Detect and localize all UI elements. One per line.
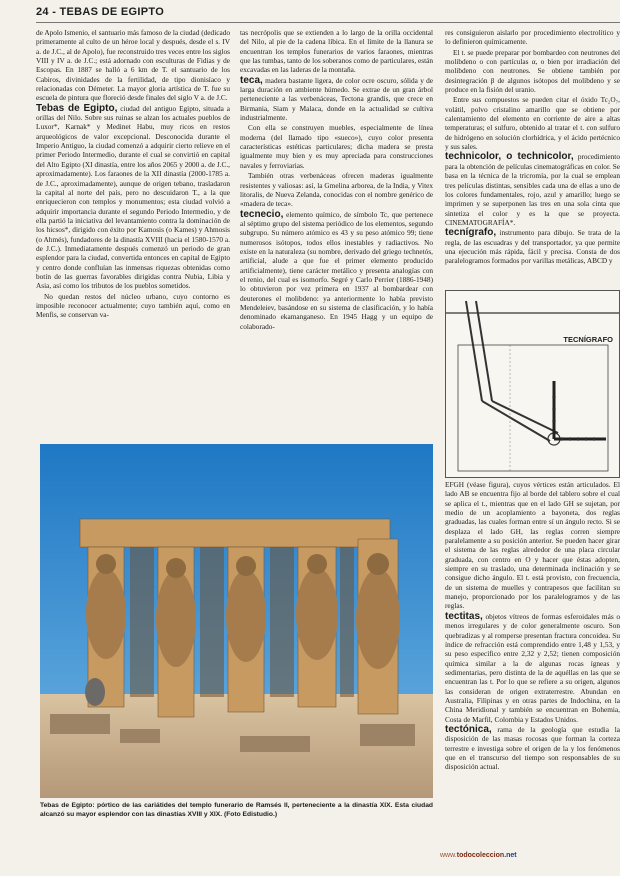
head-title: TEBAS DE EGIPTO (59, 6, 165, 18)
photo-caption: Tebas de Egipto: pórtico de las cariátides del templo funerario de Ramsés II, perteneciente a la dinastía XIX. Esta ciudad alcanzó su mayor esplendor con las dinastías XVIII y XIX. (Foto Edistudio.) (40, 802, 433, 818)
head-separator: - (52, 6, 60, 18)
headword: tecnígrafo, (445, 227, 497, 239)
watermark-prefix: www. (440, 852, 457, 859)
page-number: 24 (36, 6, 49, 18)
entry-text: instrumento para dibujo. Se trata de la regla, de las escuadras y del transportador, ya que permite una ejecución más rápida, fácil y precisa. Consta de dos paralelogramos formados por varillas metálicas, ABCD y (445, 228, 620, 266)
paragraph: El t. se puede preparar por bombardeo con neutrones del molibdeno o con partículas α, o bien por irradiación del molibdeno con neutrones. Se obtiene también por desintegración β de algunos isótopos del molibdeno y se produce en la fisión del uranio. (445, 47, 620, 95)
paragraph: Entre sus compuestos se pueden citar el óxido Tc₂O₇, volátil, polvo cristalino amarillo que se obtiene por calentamiento del elemento en corriente de aire a altas temperaturas; el sulfuro, obtenido al tratar el t. con sulfuro de hidrógeno en solución clorhídrica, y el ácido pertécnico y sus sales. (445, 95, 620, 152)
entry-tectitas (445, 612, 620, 724)
entry-text: ciudad del antiguo Egipto, situada a orillas del Nilo. Sobre sus ruinas se alzan los actuales pueblos de Luxor*, Karnak* y Medinet Habu, muy ricos en restos arqueológicos de valor excepcional. Desconocida durante el Imperio Antiguo, la ciudad comenzó a adquirir cierto relieve en el primer Periodo Intermedio, durante el cual se convirtió en capital del Alto Egipto (XI dinastía, entre los años 2065 y 2000 a. de J.C., aproximadamente). Los faraones de la XII dinastía (2000-1785 a. de J.C., aproximadamente), aunque de origen tebano, trasladaron la capital al norte del país, pero no descuidaron T., a la que enriquecieron con templos y monumentos; esta ciudad volvió a adquirir importancia durante el segundo Periodo Intermedio, y de ella partió la iniciativa del levantamiento contra la dominación de los hicsos*, dirigido con éxito por Kamosis (o Kames) y Ahmosis (o Ahmés), fundadores de la dinastía XVIII (hacia el 1580-1570 a. de J.C.). Inmediatamente después comenzó un periodo de gran esplendor para la ciudad, convertida entonces en capital de Egipto y centro donde confluían las inmensas riquezas obtenidas como botín de las guerras favorables dirigidas contra Nubia, Libia y Asia, así como los tributos de los pueblos sometidos. (36, 103, 230, 291)
headword: tectónica, (445, 723, 492, 735)
entry-text: objetos vítreos de formas esferoidales más o menos irregulares y de color generalmente oscuro. Son quebradizas y al romperse presentan fractura concoidea. Su índice de refracción está comprendido entre 1,48 y 1,53, y su peso específico entre 2,32 y 2,52; tienen composición química similar a la de algunas rocas ígneas y sedimentarias, pero distinta de la de aquéllas en las que se encuentran las t. Por lo que se refiere a su origen, algunos las consideran de origen extraterrestre. Abundan en Australia, Filipinas y en otras partes de Indochina, en la China Meridional y también se encuentran en Bohemia, Costa de Marfil, Colombia y Estados Unidos. (445, 611, 620, 724)
paragraph: También otras verbenáceas ofrecen maderas igualmente resistentes y valiosas: así, la Gmelina arborea, de la India, y Vitex litoralis, de Nueva Zelanda, conocidas con el nombre genérico de «madera de teca». (240, 171, 433, 209)
entry-text: procedimiento para la obtención de películas cinematográficas en color. Se basa en la técnica de la tricromía, por la cual se emplean tres películas distintas, sensibles cada una de ellas a uno de los colores fundamentales, rojo, azul y amarillo; luego se imprimen y se superponen las tres en una sola cinta que sintetiza el color y es la que se proyecta. CINEMATOGRAFÍA*. (445, 152, 620, 227)
watermark-name: todocoleccion (456, 852, 505, 859)
entry-text: madera bastante ligera, de color ocre oscuro, sólida y de larga duración en ambiente húmedo. Se extrae de un gran árbol perteneciente a las verbenáceas, Tectona grandis, que crece en Birmania, Siam y Malaca, donde en la actualidad se cultiva industrialmente. (240, 75, 433, 123)
tecnigrafo-figure (445, 290, 620, 478)
figure-title: TECNÍGRAFO (563, 335, 613, 344)
ramesseum-illustration (40, 444, 433, 798)
paragraph: EFGH (véase figura), cuyos vértices están articulados. El lado AB se encuentra fijo al borde del tablero sobre el cual se aplica el t., mientras que en el lado GH se sujetan, por medio de un acoplamiento a bayoneta, dos reglas graduadas, las cuales forman entre sí un ángulo recto. Si se desplaza el lado GH, las reglas corren siempre paralelamente a su posición anterior. Se pueden hacer girar el sistema de las reglas alrededor de una placa circular graduada, con centro en O y hacer que éstas adopten, siempre en su traslado, una determinada inclinación y se consigue dicho ángulo. El t. está provisto, con frecuencia, de un sistema de muelles y contrapesos que facilitan su manejo, proporcionado por los paralelogramos y de las reglas. (445, 480, 620, 611)
entry-tectonica (445, 725, 620, 772)
column-3-continued (445, 480, 620, 850)
entry-text: rama de la geología que estudia la disposición de las masas rocosas que forman la corteza terrestre e investiga sobre el origen de la y los fenómenos que en el transcurso del tiempo son responsables de su disposición actual. (445, 724, 620, 772)
entry-tecnecio (240, 210, 433, 331)
watermark-suffix: .net (504, 852, 517, 859)
temple-photo (40, 444, 433, 798)
drafting-machine-drawing (446, 291, 619, 477)
running-head (36, 6, 164, 18)
headword: tectitas, (445, 610, 483, 622)
headword: Tebas de Egipto, (36, 102, 118, 114)
headword: technicolor, o technicolor, (445, 151, 574, 163)
entry-text: elemento químico, de símbolo Tc, que pertenece al séptimo grupo del sistema periódico de los elementos, segundo subgrupo. Su número atómico es 43 y su peso atómico 99; tiene numerosos isótopos, todos ellos inestables y radiactivos. No existe en la naturaleza (su nombre, derivado del griego technetós, artificial, alude a que fue el primer elemento producido artificialmente), tiene carácter metálico y presenta analogías con el renio, del cual es isomorfo. Segré y Carlo Perrier (1886-1948) lo obtuvieron por vez primera en 1937 al bombardear con deuterones el molibdeno: ya anteriormente lo había previsto Mendeleiev, basándose en su sistema de clasificación, y lo había denominado ekamanganeso. En 1945 Hagg y un equipo de colaborado- (240, 209, 433, 331)
paragraph: No quedan restos del núcleo urbano, cuyo contorno es imposible reconocer actualmente; cuyo también aquí, como en Menfis, se conservan va- (36, 291, 230, 320)
header-rule (36, 22, 620, 23)
entry-teca (240, 76, 433, 123)
paragraph: de Apolo Ismenio, el santuario más famoso de la ciudad (dedicado primeramente al culto de un héroe local y después, desde el s. IV a. de J.C., al de Apolo), fue reconstruido tres veces entre los siglos VIII y IV a. de J.C.; está adornado con esculturas de Fidias y de Escopas. En 1887 se halló a 6 km de T. el santuario de los Cabiros, divinidades de la fertilidad, de tipo dionisíaco y relacionadas con Démeter. La mayor gloria artística de T. fue su escuela de pintura que floreció desde finales del siglo V a. de J.C. (36, 28, 230, 103)
column-3 (445, 28, 620, 284)
watermark (440, 852, 517, 859)
column-2 (240, 28, 433, 432)
column-1 (36, 28, 230, 432)
headword: tecnecio, (240, 208, 284, 220)
entry-technicolor (445, 152, 620, 227)
paragraph: res consiguieron aislarlo por procedimiento electrolítico y lo definieron químicamente. (445, 28, 620, 47)
headword: teca, (240, 74, 263, 86)
entry-tecnigrafo (445, 228, 620, 265)
paragraph: Con ella se construyen muebles, especialmente de línea moderna (del llamado tipo «sueco»), cuyo color presenta características estéticas particulares; dicha madera se presta igualmente muy bien y es muy apreciada para construcciones navales y ferroviarias. (240, 123, 433, 170)
paragraph: tas necrópolis que se extienden a lo largo de la orilla occidental del Nilo, al pie de la cadena líbica. En el límite de la llanura se encuentran los templos funerarios de varios faraones, mientras que las tumbas, tanto de los soberanos como de particulares, están excavadas en las laderas de la montaña. (240, 28, 433, 75)
entry-tebas (36, 104, 230, 291)
